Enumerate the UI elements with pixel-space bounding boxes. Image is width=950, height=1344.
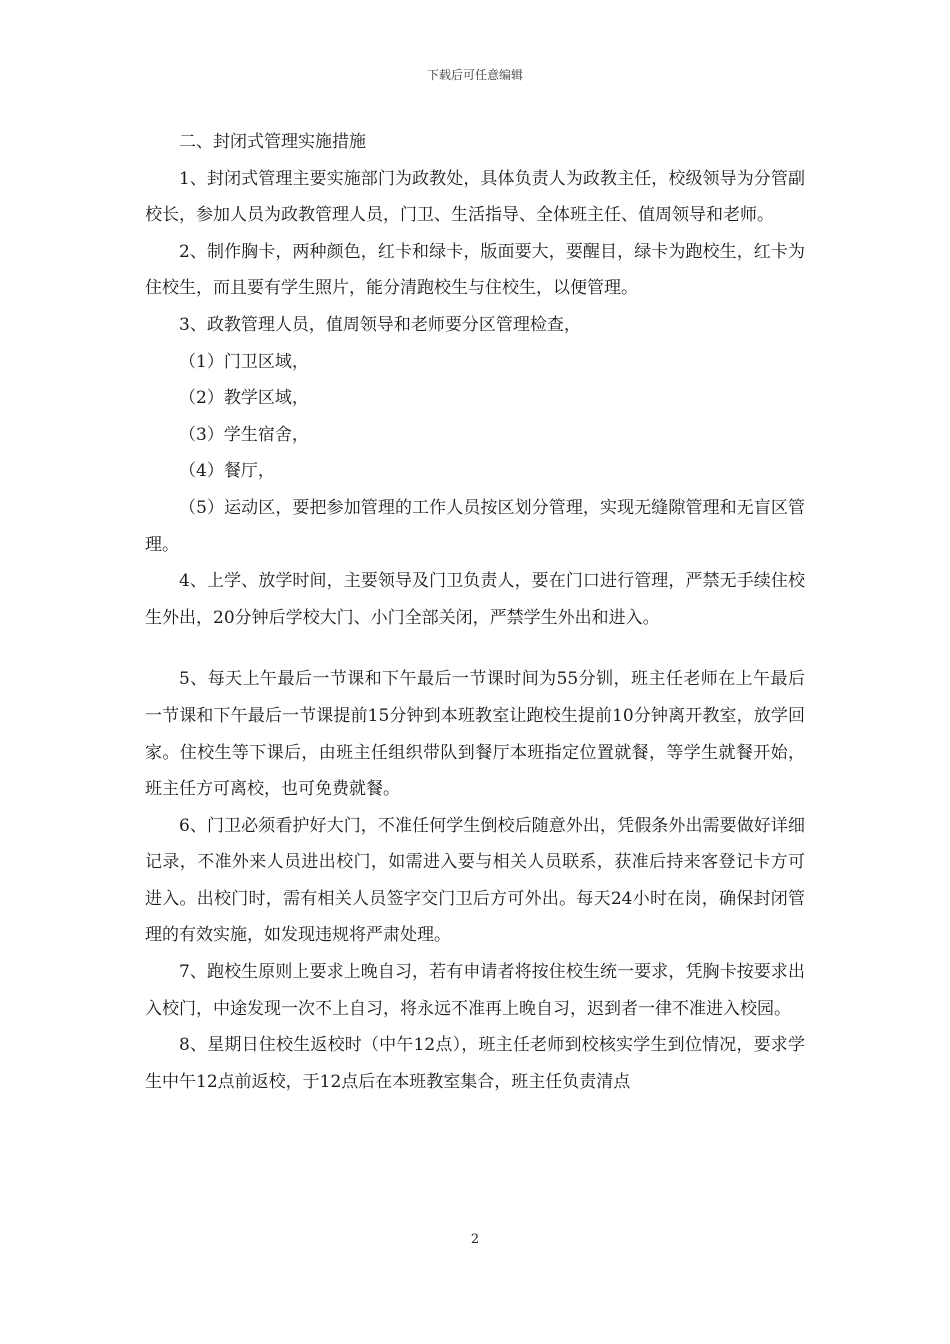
list-item-3: （3）学生宿舍，	[179, 424, 309, 445]
list-item-5: （5）运动区，要把参加管理的工作人员按区划分管理，实现无缝隙管理和无盲区管理。	[145, 497, 805, 555]
page-number: 2	[470, 1232, 480, 1247]
section-heading: 二、封闭式管理实施措施	[179, 132, 366, 152]
document-body	[145, 124, 805, 1100]
paragraph-2: 2、制作胸卡，两种颜色，红卡和绿卡，版面要大，要醒目，绿卡为跑校生，红卡为住校生，而且要有学生照片，能分清跑校生与住校生，以便管理。	[145, 241, 805, 299]
list-item-2: （2）教学区域，	[179, 388, 309, 409]
paragraph-5: 5、每天上午最后一节课和下午最后一节课时间为55分钏，班主任老师在上午最后一节课和下午最后一节课提前15分钟到本班教室让跑校生提前10分钟离开教室，放学回家。住校生等下课后，由班主任组织带队到餐厅本班指定位置就餐，等学生就餐开始，班主任方可离校，也可免费就餐。	[145, 669, 805, 800]
paragraph-3: 3、政教管理人员，值周领导和老师要分区管理检查，	[179, 314, 581, 335]
paragraph-8: 8、星期日住校生返校时（中午12点），班主任老师到校核实学生到位情况，要求学生中午12点前返校，于12点后在本班教室集合，班主任负责清点	[145, 1035, 805, 1092]
paragraph-1: 1、封闭式管理主要实施部门为政教处，具体负责人为政教主任，校级领导为分管副校长，参加人员为政教管理人员，门卫、生活指导、全体班主任、值周领导和老师。	[145, 168, 805, 226]
list-item-4: （4）餐厅，	[179, 461, 275, 482]
paragraph-4: 4、上学、放学时间，主要领导及门卫负责人，要在门口进行管理，严禁无手续住校生外出，20分钟后学校大门、小门全部关闭，严禁学生外出和进入。	[145, 571, 805, 628]
page-header: 下载后可任意编辑	[426, 68, 523, 82]
paragraph-6: 6、门卫必须看护好大门，不准任何学生倒校后随意外出，凭假条外出需要做好详细记录，不准外来人员进出校门，如需进入要与相关人员联系，获准后持来客登记卡方可进入。出校门时，需有相关人员签字交门卫后方可外出。每天24小时在岗，确保封闭管理的有效实施，如发现违规将严肃处理。	[145, 815, 805, 946]
list-item-1: （1）门卫区域，	[179, 351, 309, 372]
paragraph-7: 7、跑校生原则上要求上晚自习，若有申请者将按住校生统一要求，凭胸卡按要求出入校门，中途发现一次不上自习，将永远不准再上晚自习，迟到者一律不准进入校园。	[145, 962, 805, 1019]
